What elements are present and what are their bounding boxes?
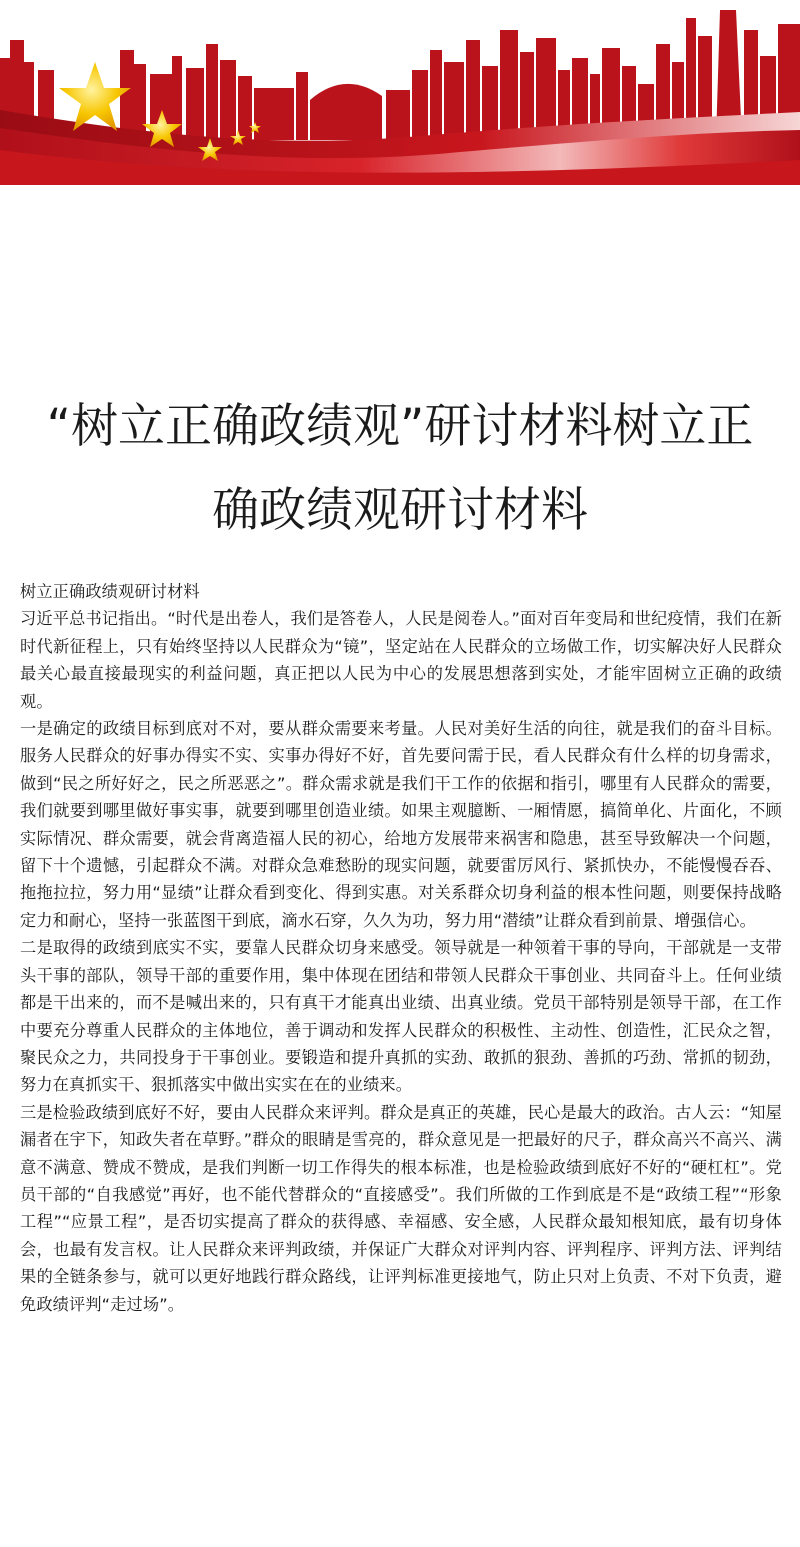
- title-line-2: 确政绩观研讨材料: [212, 483, 588, 538]
- body-subtitle: 树立正确政绩观研讨材料: [20, 582, 200, 601]
- page-title: [30, 385, 770, 553]
- article-body: [20, 578, 782, 1318]
- paragraph-intro: 习近平总书记指出。“时代是出卷人，我们是答卷人，人民是阅卷人。”面对百年变局和世纪疫情，我们在新时代新征程上，只有始终坚持以人民群众为“镜”，坚定站在人民群众的立场做工作，切实解决好人民群众最关心最直接最现实的利益问题，真正把以人民为中心的发展思想落到实处，才能牢固树立正确的政绩观。: [20, 609, 782, 711]
- header-banner: [0, 0, 800, 185]
- paragraph-point-2: 二是取得的政绩到底实不实，要靠人民群众切身来感受。领导就是一种领着干事的导向，干部就是一支带头干事的部队，领导干部的重要作用，集中体现在团结和带领人民群众干事创业、共同奋斗上。任何业绩都是干出来的，而不是喊出来的，只有真干才能真出业绩、出真业绩。党员干部特别是领导干部，在工作中要充分尊重人民群众的主体地位，善于调动和发挥人民群众的积极性、主动性、创造性，汇民众之智，聚民众之力，共同投身于干事创业。要锻造和提升真抓的实劲、敢抓的狠劲、善抓的巧劲、常抓的韧劲，努力在真抓实干、狠抓落实中做出实实在在的业绩来。: [20, 938, 782, 1095]
- title-line-1: “树立正确政绩观”研讨材料树立正: [46, 399, 754, 454]
- paragraph-point-1: 一是确定的政绩目标到底对不对，要从群众需要来考量。人民对美好生活的向往，就是我们的奋斗目标。服务人民群众的好事办得实不实、实事办得好不好，首先要问需于民，看人民群众有什么样的切身需求，做到“民之所好好之，民之所恶恶之”。群众需求就是我们干工作的依据和指引，哪里有人民群众的需要，我们就要到哪里做好事实事，就要到哪里创造业绩。如果主观臆断、一厢情愿，搞简单化、片面化，不顾实际情况、群众需要，就会背离造福人民的初心，给地方发展带来祸害和隐患，甚至导致解决一个问题，留下十个遗憾，引起群众不满。对群众急难愁盼的现实问题，就要雷厉风行、紧抓快办，不能慢慢吞吞、拖拖拉拉，努力用“显绩”让群众看到变化、得到实惠。对关系群众切身利益的根本性问题，则要保持战略定力和耐心，坚持一张蓝图干到底，滴水石穿，久久为功，努力用“潜绩”让群众看到前景、增强信心。: [20, 719, 782, 930]
- paragraph-point-3: 三是检验政绩到底好不好，要由人民群众来评判。群众是真正的英雄，民心是最大的政治。古人云：“知屋漏者在宇下，知政失者在草野。”群众的眼睛是雪亮的，群众意见是一把最好的尺子，群众高兴不高兴、满意不满意、赞成不赞成，是我们判断一切工作得失的根本标准，也是检验政绩到底好不好的“硬杠杠”。党员干部的“自我感觉”再好，也不能代替群众的“直接感受”。我们所做的工作到底是不是“政绩工程”“形象工程”“应景工程”，是否切实提高了群众的获得感、幸福感、安全感，人民群众最知根知底，最有切身体会，也最有发言权。让人民群众来评判政绩，并保证广大群众对评判内容、评判程序、评判方法、评判结果的全链条参与，就可以更好地践行群众路线，让评判标准更接地气，防止只对上负责、不对下负责，避免政绩评判“走过场”。: [20, 1102, 782, 1314]
